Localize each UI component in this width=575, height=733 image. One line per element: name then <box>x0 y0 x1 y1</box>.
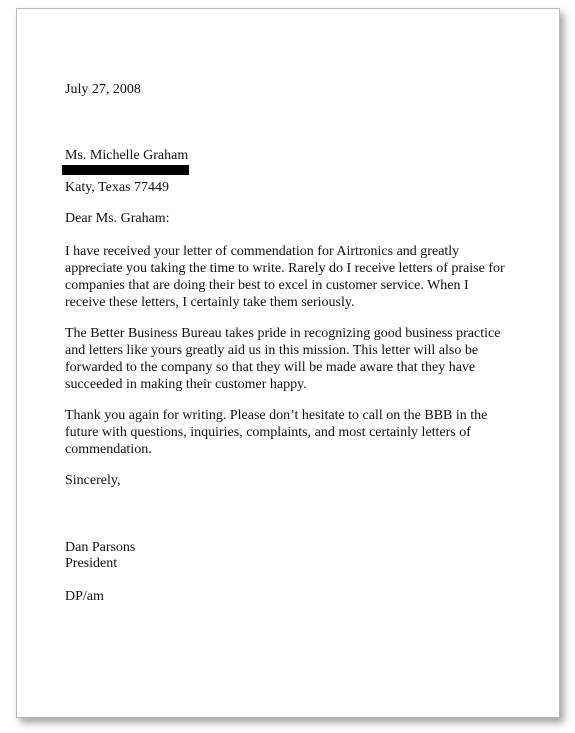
paragraph-line: companies that are doing their best to excel in customer service. When I <box>65 278 469 293</box>
redaction-bar <box>62 165 189 175</box>
paragraph-line: forwarded to the company so that they will be made aware that they have <box>65 360 476 375</box>
paragraph-line: I have received your letter of commendation for Airtronics and greatly <box>65 244 460 259</box>
paragraph-2 <box>65 325 535 393</box>
signer-name: Dan Parsons <box>65 540 136 555</box>
paragraph-1 <box>65 243 535 311</box>
recipient-name: Ms. Michelle Graham <box>65 148 189 163</box>
signer-title: President <box>65 556 118 571</box>
paragraph-3 <box>65 407 535 458</box>
paragraph-line: future with questions, inquiries, complaints, and most certainly letters of <box>65 425 471 440</box>
paragraph-line: appreciate you taking the time to write. Rarely do I receive letters of praise for <box>65 261 505 276</box>
paragraph-line: commendation. <box>65 442 152 457</box>
letter-date: July 27, 2008 <box>65 82 141 97</box>
paragraph-line: Thank you again for writing. Please don’t hesitate to call on the BBB in the <box>65 408 488 423</box>
reference-initials: DP/am <box>65 589 104 604</box>
closing: Sincerely, <box>65 473 121 488</box>
recipient-address: Katy, Texas 77449 <box>65 180 170 195</box>
paragraph-line: and letters like yours greatly aid us in this mission. This letter will also be <box>65 343 479 358</box>
salutation: Dear Ms. Graham: <box>65 211 170 226</box>
paragraph-line: receive these letters, I certainly take them seriously. <box>65 295 355 310</box>
letter-page <box>16 8 560 718</box>
paragraph-line: The Better Business Bureau takes pride in recognizing good business practice <box>65 326 501 341</box>
paragraph-line: succeeded in making their customer happy. <box>65 377 307 392</box>
